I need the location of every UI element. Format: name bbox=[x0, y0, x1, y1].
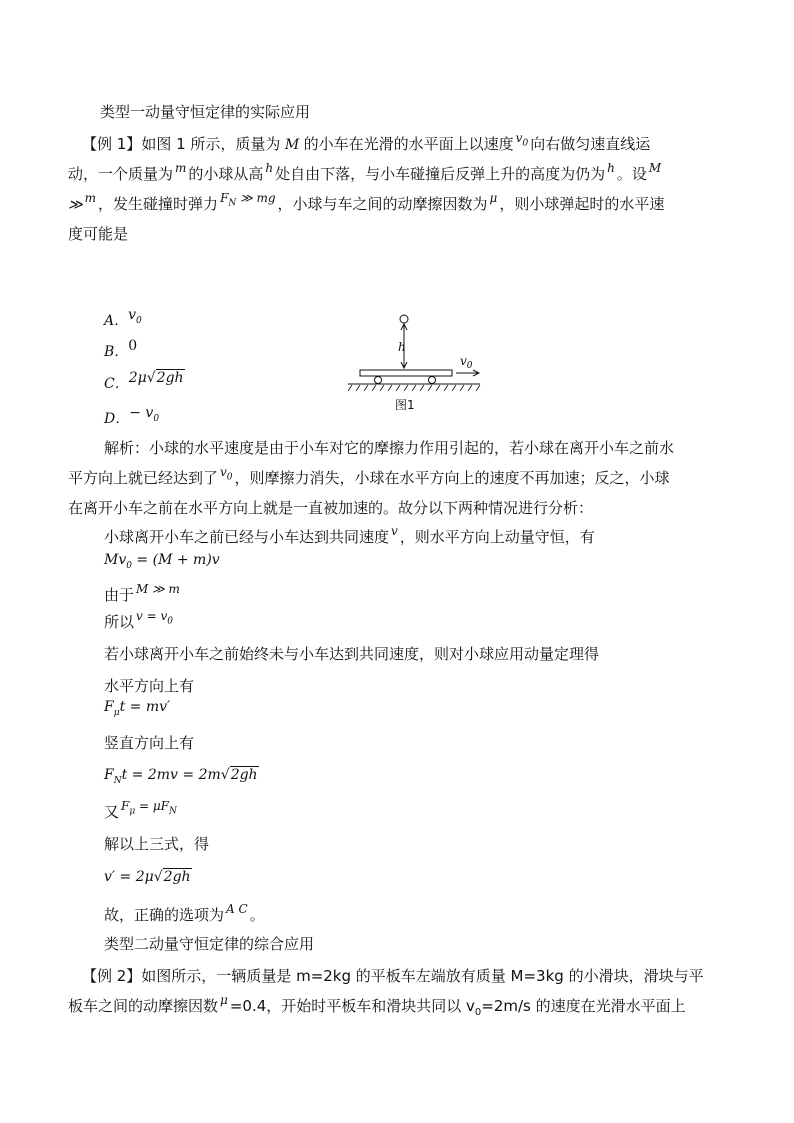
wheel-left-icon bbox=[375, 377, 382, 384]
ball-icon bbox=[400, 315, 408, 323]
height-label: h bbox=[398, 340, 406, 354]
example1-line2: 动，一个质量为 $^m$ 的小球从高 $^h$ 处自由下落，与小车碰撞后反弹上升的高度为仍为 $^h$ 。设 $^M$ bbox=[68, 161, 662, 183]
vertical-line: 竖直方向上有 bbox=[104, 734, 195, 752]
example1-line1: 【例 1】如图 1 所示，质量为 M 的小车在光滑的水平面上以速度 $^{v_0}$ 向右做匀速直线运 bbox=[82, 131, 651, 153]
wheel-right-icon bbox=[429, 377, 436, 384]
example2-line2: 板车之间的动摩擦因数 $^\mu$ =0.4，开始时平板车和滑块共同以 $v_0=2m/s$ 的速度在光滑水平面上 bbox=[68, 993, 686, 1018]
example2-line1: 【例 2】如图所示，一辆质量是 m=2kg 的平板车左端放有质量 M=3kg 的小滑块，滑块与平 bbox=[82, 967, 704, 985]
example1-line3: ≫ $^m$ ，发生碰撞时弹力 $^{F_N ≫ mg}$ ，小球与车之间的动摩擦因数为 $^\mu$ ，则小球弹起时的水平速 bbox=[68, 191, 665, 213]
equation-6: v′ = 2μ√2gh bbox=[104, 869, 191, 885]
so-line: 所以 $^{v = v_0}$ bbox=[104, 609, 173, 631]
section1-title: 类型一动量守恒定律的实际应用 bbox=[100, 103, 311, 121]
equation-4: $F_Nt = 2mv = 2m√2gh$ bbox=[104, 767, 258, 786]
section2-title: 类型二动量守恒定律的综合应用 bbox=[104, 935, 315, 953]
conclusion-line: 故，正确的选项为 $^{A C}$ 。 bbox=[104, 902, 265, 924]
example1-lead: 【例 1】 bbox=[82, 135, 142, 153]
example1-line4: 度可能是 bbox=[68, 225, 129, 243]
analysis-line3: 在离开小车之前在水平方向上就是一直被加速的。故分以下两种情况进行分析： bbox=[68, 499, 594, 517]
option-b: B．0 bbox=[104, 338, 138, 360]
since-line: 由于 $^{M ≫ m}$ bbox=[104, 582, 180, 604]
solve-line: 解以上三式，得 bbox=[104, 835, 210, 853]
also-line: 又 $^{F_\mu = \mu F_N}$ bbox=[104, 799, 177, 821]
equation-1: $Mv_0 = (M + m)v$ bbox=[104, 552, 220, 571]
horizontal-line: 水平方向上有 bbox=[104, 677, 195, 695]
figure-1 bbox=[348, 310, 488, 420]
case1-line: 小球离开小车之前已经与小车达到共同速度 $^v$ ，则水平方向上动量守恒，有 bbox=[104, 524, 595, 546]
analysis-line2: 平方向上就已经达到了 $^{v_0}$ ，则摩擦力消失，小球在水平方向上的速度不再加速；反之，小球 bbox=[68, 465, 670, 487]
case2-line: 若小球离开小车之前始终未与小车达到共同速度，则对小球应用动量定理得 bbox=[104, 645, 600, 663]
option-c: C．2μ√2gh bbox=[104, 370, 184, 392]
cart-body bbox=[360, 370, 452, 376]
velocity-label: $v_0$ bbox=[460, 354, 473, 371]
figure-caption: 图1 bbox=[395, 398, 415, 412]
equation-3: $F_\mu t = mv'$ bbox=[104, 699, 171, 718]
analysis-line1: 解析：小球的水平速度是由于小车对它的摩擦力作用引起的，若小球在离开小车之前水 bbox=[104, 439, 675, 457]
option-a: A．$v_0$ bbox=[104, 307, 142, 329]
option-d: D．− $v_0$ bbox=[104, 405, 160, 427]
